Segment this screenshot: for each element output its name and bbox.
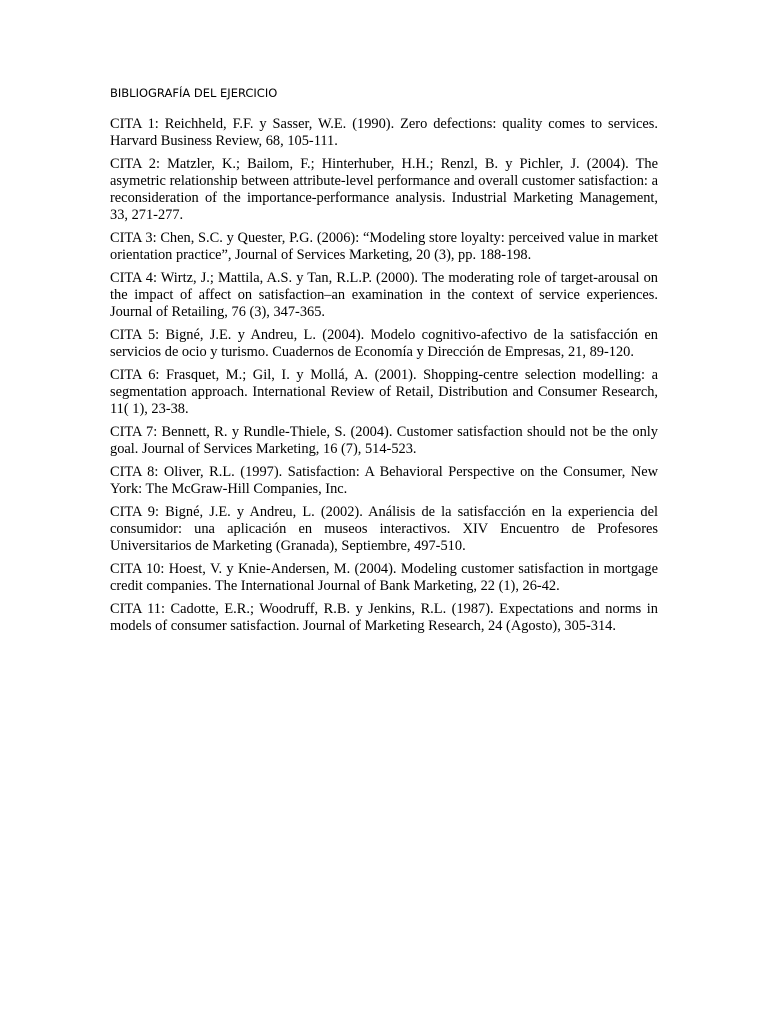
reference-cita-3: CITA 3: Chen, S.C. y Quester, P.G. (2006): “Modeling store loyalty: perceived value in market orientation practice”, Journal of Services Marketing, 20 (3), pp. 188-198. [110, 230, 658, 263]
reference-list [110, 116, 658, 641]
reference-cita-6: CITA 6: Frasquet, M.; Gil, I. y Mollá, A. (2001). Shopping-centre selection modelling: a segmentation approach. International Review of Retail, Distribution and Consumer Research, 11( 1), 23-38. [110, 367, 658, 417]
reference-cita-4: CITA 4: Wirtz, J.; Mattila, A.S. y Tan, R.L.P. (2000). The moderating role of target-arousal on the impact of affect on satisfaction–an examination in the context of service experiences. Journal of Retailing, 76 (3), 347-365. [110, 270, 658, 320]
reference-cita-5: CITA 5: Bigné, J.E. y Andreu, L. (2004). Modelo cognitivo-afectivo de la satisfacción en servicios de ocio y turismo. Cuadernos de Economía y Dirección de Empresas, 21, 89-120. [110, 327, 658, 360]
reference-cita-7: CITA 7: Bennett, R. y Rundle-Thiele, S. (2004). Customer satisfaction should not be the only goal. Journal of Services Marketing, 16 (7), 514-523. [110, 424, 658, 457]
bibliography-heading: BIBLIOGRAFÍA DEL EJERCICIO [110, 86, 278, 100]
reference-cita-10: CITA 10: Hoest, V. y Knie-Andersen, M. (2004). Modeling customer satisfaction in mortgage credit companies. The International Journal of Bank Marketing, 22 (1), 26-42. [110, 561, 658, 594]
reference-cita-1: CITA 1: Reichheld, F.F. y Sasser, W.E. (1990). Zero defections: quality comes to services. Harvard Business Review, 68, 105-111. [110, 116, 658, 149]
reference-cita-9: CITA 9: Bigné, J.E. y Andreu, L. (2002). Análisis de la satisfacción en la experiencia del consumidor: una aplicación en museos interactivos. XIV Encuentro de Profesores Universitarios de Marketing (Granada), Septiembre, 497-510. [110, 504, 658, 554]
reference-cita-2: CITA 2: Matzler, K.; Bailom, F.; Hinterhuber, H.H.; Renzl, B. y Pichler, J. (2004). The asymetric relationship between attribute-level performance and overall customer satisfaction: a reconsideration of the importance-performance analysis. Industrial Marketing Management, 33, 271-277. [110, 156, 658, 223]
reference-cita-8: CITA 8: Oliver, R.L. (1997). Satisfaction: A Behavioral Perspective on the Consumer, New York: The McGraw-Hill Companies, Inc. [110, 464, 658, 497]
reference-cita-11: CITA 11: Cadotte, E.R.; Woodruff, R.B. y Jenkins, R.L. (1987). Expectations and norms in models of consumer satisfaction. Journal of Marketing Research, 24 (Agosto), 305-314. [110, 601, 658, 634]
